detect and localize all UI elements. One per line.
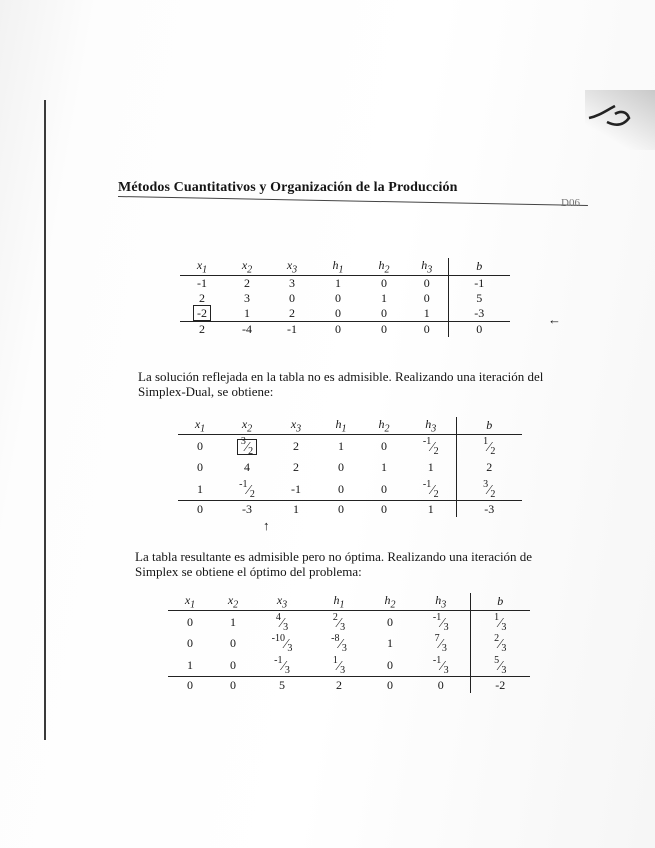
col-h2: $h_2$ bbox=[368, 593, 412, 611]
table-cell: -1 bbox=[291, 482, 301, 497]
col-h2: $h_2$ bbox=[362, 417, 406, 435]
table-cell: 0 bbox=[212, 677, 254, 693]
binding-line bbox=[44, 100, 46, 740]
col-x2: $x_2$ bbox=[224, 258, 270, 276]
table-cell: 1 bbox=[406, 501, 456, 517]
table-cell bbox=[456, 435, 522, 457]
fraction: $^{-1}⁄_3$ bbox=[432, 611, 449, 633]
fraction: $^3⁄_2$ bbox=[240, 435, 254, 457]
table-cell: -3 bbox=[222, 501, 272, 517]
fraction: $^{-1}⁄_2$ bbox=[422, 435, 439, 457]
fraction: $^7⁄_3$ bbox=[434, 633, 447, 655]
fraction: $^2⁄_3$ bbox=[332, 611, 346, 633]
fraction: $^2⁄_3$ bbox=[494, 633, 507, 655]
table-cell: 0 bbox=[368, 677, 412, 693]
objective-row: 2 -4 -1 0 0 0 0 bbox=[180, 322, 510, 338]
table-cell bbox=[254, 611, 310, 633]
table-cell bbox=[470, 655, 530, 677]
table-cell: 4 bbox=[244, 460, 250, 475]
table-row bbox=[178, 479, 522, 501]
pivot-cell bbox=[237, 435, 257, 457]
paragraph-1: La solución reflejada en la tabla no es admisible. Realizando una iteración del Simplex-Dual, se obtiene: bbox=[138, 369, 544, 399]
table-cell: 1 bbox=[230, 614, 236, 629]
table-cell: 0 bbox=[362, 501, 406, 517]
table-cell: 0 bbox=[187, 614, 193, 629]
col-b: b bbox=[448, 258, 510, 276]
fraction: $^{-8}⁄_3$ bbox=[331, 633, 347, 655]
table-cell bbox=[310, 633, 368, 655]
table-cell: -2 bbox=[470, 677, 530, 693]
col-x1: $x_1$ bbox=[180, 258, 224, 276]
table-cell: 1 bbox=[272, 501, 320, 517]
col-h3: $h_3$ bbox=[406, 258, 448, 276]
table-cell: 0 bbox=[338, 460, 344, 475]
fraction: $^1⁄_3$ bbox=[332, 655, 346, 677]
col-x3: $x_3$ bbox=[272, 417, 320, 435]
table-header-row bbox=[180, 258, 510, 276]
fraction: $^3⁄_2$ bbox=[483, 479, 496, 501]
simplex-table-1 bbox=[180, 258, 510, 337]
table-cell bbox=[406, 435, 456, 457]
col-h1: $h_1$ bbox=[310, 593, 368, 611]
table-cell: 0 bbox=[230, 636, 236, 651]
col-x3: $x_3$ bbox=[270, 258, 314, 276]
table-header-row bbox=[178, 417, 522, 435]
table-cell: 0 bbox=[230, 658, 236, 673]
paragraph-2: La tabla resultante es admisible pero no óptima. Realizando una iteración de Simplex se obtiene el óptimo del problema: bbox=[135, 549, 533, 579]
col-h2: $h_2$ bbox=[362, 258, 406, 276]
col-h3: $h_3$ bbox=[406, 417, 456, 435]
table-row bbox=[168, 611, 530, 633]
table-cell: 0 bbox=[412, 677, 470, 693]
col-b: b bbox=[456, 417, 522, 435]
table-cell: 0 bbox=[387, 614, 393, 629]
table-cell: 0 bbox=[381, 438, 387, 453]
pivot-column-arrow: ↑ bbox=[263, 518, 270, 533]
fraction: $^1⁄_2$ bbox=[483, 435, 496, 457]
table-row bbox=[178, 435, 522, 457]
table-cell: 0 bbox=[338, 482, 344, 497]
simplex-table-2 bbox=[178, 417, 522, 517]
table-cell bbox=[470, 611, 530, 633]
table-cell: -3 bbox=[456, 501, 522, 517]
table-cell: 0 bbox=[197, 438, 203, 453]
fraction: $^5⁄_3$ bbox=[494, 655, 507, 677]
col-x2: $x_2$ bbox=[222, 417, 272, 435]
simplex-table-3 bbox=[168, 593, 530, 693]
table-row bbox=[168, 655, 530, 677]
table-cell bbox=[470, 633, 530, 655]
table-cell: 1 bbox=[387, 636, 393, 651]
fraction: $^4⁄_3$ bbox=[275, 611, 289, 633]
table-cell: 2 bbox=[310, 677, 368, 693]
table-cell: 2 bbox=[456, 457, 522, 479]
col-x3: $x_3$ bbox=[254, 593, 310, 611]
table-cell bbox=[456, 479, 522, 501]
col-x2: $x_2$ bbox=[212, 593, 254, 611]
table-cell: 1 bbox=[381, 460, 387, 475]
col-x1: $x_1$ bbox=[178, 417, 222, 435]
table-header-row bbox=[168, 593, 530, 611]
table-cell: 0 bbox=[178, 501, 222, 517]
table-cell bbox=[254, 655, 310, 677]
pivot-cell: -2 bbox=[193, 305, 211, 321]
table-cell: 0 bbox=[197, 460, 203, 475]
table-cell: 5 bbox=[254, 677, 310, 693]
header-title: Métodos Cuantitativos y Organización de la Producción bbox=[118, 180, 458, 195]
table-cell: 0 bbox=[387, 658, 393, 673]
fraction: $^{-1}⁄_2$ bbox=[422, 479, 439, 501]
table-cell bbox=[310, 655, 368, 677]
fraction: $^{-10}⁄_3$ bbox=[271, 633, 293, 655]
table-row: -2 1 2 0 0 1 -3 bbox=[180, 306, 510, 322]
pivot-row-arrow: ← bbox=[548, 312, 561, 327]
table-cell: 0 bbox=[168, 677, 212, 693]
corner-mark-icon bbox=[585, 96, 633, 136]
fraction: $^{-1}⁄_2$ bbox=[239, 479, 255, 501]
table-cell bbox=[412, 611, 470, 633]
table-cell: 0 bbox=[320, 501, 362, 517]
table-cell: 1 bbox=[338, 438, 344, 453]
fraction: $^1⁄_3$ bbox=[494, 611, 507, 633]
col-h1: $h_1$ bbox=[320, 417, 362, 435]
col-h1: $h_1$ bbox=[314, 258, 362, 276]
table-cell bbox=[406, 479, 456, 501]
col-b: b bbox=[470, 593, 530, 611]
table-row: 2 3 0 0 1 0 5 bbox=[180, 291, 510, 306]
table-cell: 1 bbox=[427, 460, 434, 475]
objective-row bbox=[178, 501, 522, 517]
table-cell: 2 bbox=[293, 438, 299, 453]
table-cell: 0 bbox=[381, 482, 387, 497]
table-cell bbox=[310, 611, 368, 633]
table-cell bbox=[254, 633, 310, 655]
table-cell bbox=[222, 435, 272, 457]
fraction: $^{-1}⁄_3$ bbox=[432, 655, 449, 677]
table-row: -1 2 3 1 0 0 -1 bbox=[180, 276, 510, 292]
col-h3: $h_3$ bbox=[412, 593, 470, 611]
col-x1: $x_1$ bbox=[168, 593, 212, 611]
table-cell: 2 bbox=[293, 460, 299, 475]
fraction: $^{-1}⁄_3$ bbox=[274, 655, 290, 677]
table-cell bbox=[412, 633, 470, 655]
table-cell bbox=[222, 479, 272, 501]
table-cell bbox=[412, 655, 470, 677]
table-cell: 0 bbox=[187, 636, 193, 651]
table-row bbox=[178, 457, 522, 479]
table-row bbox=[168, 633, 530, 655]
page-code: D06 bbox=[561, 197, 580, 209]
table-cell: 1 bbox=[197, 482, 203, 497]
objective-row bbox=[168, 677, 530, 693]
table-cell: 1 bbox=[187, 658, 193, 673]
